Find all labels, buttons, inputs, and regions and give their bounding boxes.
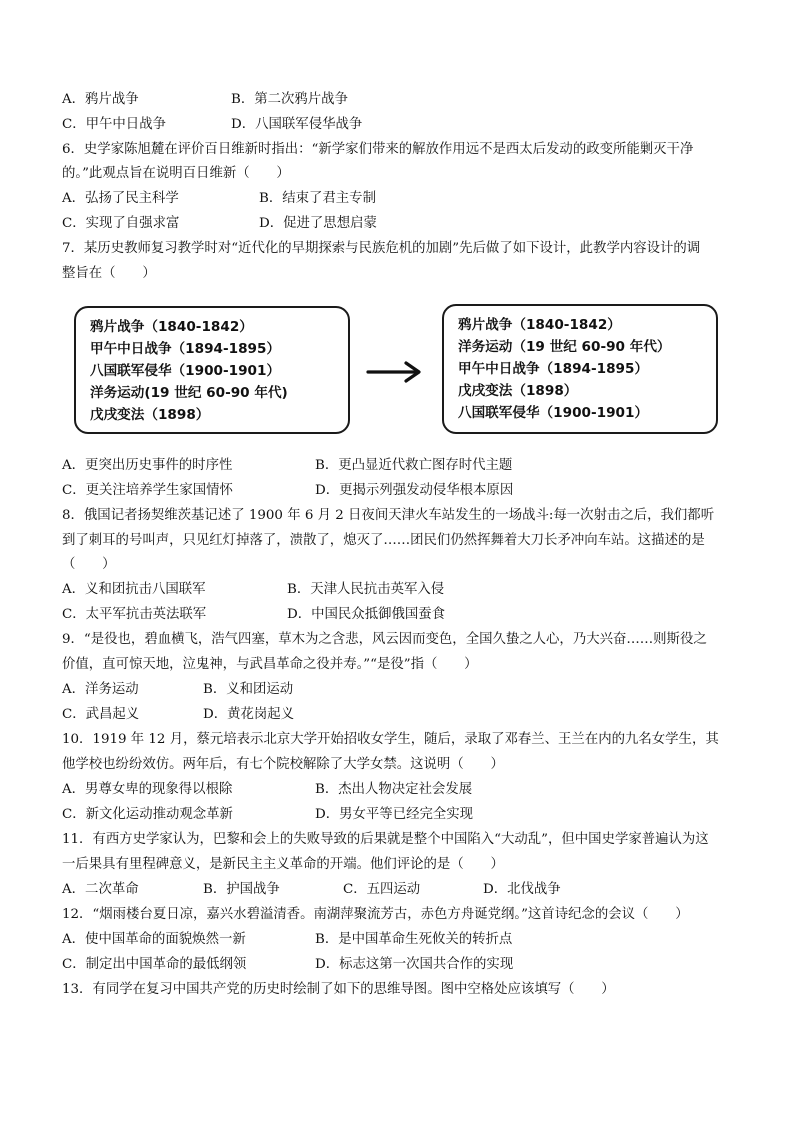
q8-stem-line2: 到了刺耳的号叫声，只见红灯掉落了，溃散了，熄灭了……团民们仍然挥舞着大刀长矛冲向车站。这描述的是 <box>62 533 705 548</box>
q10-option-c: C．新文化运动推动观念革新 <box>62 807 233 822</box>
q9-stem-line1: 9．“是役也，碧血横飞，浩气四塞，草木为之含悲，风云因而变色，全国久蛰之人心，乃大兴奋……则斯役之 <box>62 632 707 647</box>
q7-right-item: 洋务运动（19 世纪 60-90 年代） <box>458 339 671 355</box>
q10-option-d: D．男女平等已经完全实现 <box>315 807 474 822</box>
q12-stem-line1: 12．“烟雨楼台夏日凉，嘉兴水碧溢清香。南湖萍聚流芳古，赤色方舟诞党纲。”这首诗纪念的会议（ ） <box>62 907 689 922</box>
q11-stem-line1: 11．有西方史学家认为，巴黎和会上的失败导致的后果就是整个中国陷入“大动乱”，但中国史学家普遍认为这 <box>62 832 709 847</box>
q11-option-d: D．北伐战争 <box>483 882 561 897</box>
q6-option-c: C．实现了自强求富 <box>62 216 180 231</box>
q7-left-item: 甲午中日战争（1894-1895） <box>90 341 281 357</box>
q6-stem-line2: 的。”此观点旨在说明百日维新（ ） <box>62 166 290 181</box>
q12-option-d: D．标志这第一次国共合作的实现 <box>315 957 514 972</box>
q7-left-box <box>74 306 350 434</box>
q13-stem-line1: 13．有同学在复习中国共产党的历史时绘制了如下的思维导图。图中空格处应该填写（ ） <box>62 982 615 997</box>
q12-option-c: C．制定出中国革命的最低纲领 <box>62 957 247 972</box>
q10-option-a: A．男尊女卑的现象得以根除 <box>62 782 233 797</box>
q9-option-a: A．洋务运动 <box>62 682 139 697</box>
q6-stem-line1: 6．史学家陈旭麓在评价百日维新时指出：“新学家们带来的解放作用远不是西太后发动的政变所能剿灭干净 <box>62 142 694 157</box>
q9-option-b: B．义和团运动 <box>203 682 294 697</box>
q8-option-d: D．中国民众抵御俄国蚕食 <box>287 607 446 622</box>
q8-option-a: A．义和团抗击八国联军 <box>62 582 206 597</box>
q9-stem-line2: 价值，直可惊天地，泣鬼神，与武昌革命之役并寿。”“是役”指（ ） <box>62 657 478 672</box>
q7-left-item: 八国联军侵华（1900-1901） <box>90 363 281 379</box>
q7-option-d: D．更揭示列强发动侵华根本原因 <box>315 483 514 498</box>
q7-left-item: 戊戌变法（1898） <box>90 407 210 423</box>
q7-option-b: B．更凸显近代救亡图存时代主题 <box>315 458 513 473</box>
q12-option-a: A．使中国革命的面貌焕然一新 <box>62 932 246 947</box>
q7-option-c: C．更关注培养学生家国情怀 <box>62 483 233 498</box>
q7-option-a: A．更突出历史事件的时序性 <box>62 458 233 473</box>
q7-right-item: 甲午中日战争（1894-1895） <box>458 361 649 377</box>
q7-right-item: 八国联军侵华（1900-1901） <box>458 405 649 421</box>
q9-option-c: C．武昌起义 <box>62 707 140 722</box>
q11-stem-line2: 一后果具有里程碑意义，是新民主主义革命的开端。他们评论的是（ ） <box>62 857 504 872</box>
q8-option-b: B．天津人民抗击英军入侵 <box>287 582 445 597</box>
q6-option-a: A．弘扬了民主科学 <box>62 191 179 206</box>
q7-right-item: 鸦片战争（1840-1842） <box>458 317 621 333</box>
q7-right-item: 戊戌变法（1898） <box>458 383 578 399</box>
q6-option-b: B．结束了君主专制 <box>259 191 376 206</box>
q7-diagram <box>70 300 724 452</box>
q10-option-b: B．杰出人物决定社会发展 <box>315 782 473 797</box>
q5-option-d: D．八国联军侵华战争 <box>231 117 363 132</box>
q11-option-c: C．五四运动 <box>343 882 421 897</box>
q8-stem-line1: 8．俄国记者扬契维茨基记述了 1900 年 6 月 2 日夜间天津火车站发生的一场战斗:每一次射击之后，我们都听 <box>62 508 715 523</box>
q6-option-d: D．促进了思想启蒙 <box>259 216 377 231</box>
q7-stem-line1: 7．某历史教师复习教学时对“近代化的早期探索与民族危机的加剧”先后做了如下设计，此教学内容设计的调 <box>62 241 701 256</box>
q8-stem-line3: （ ） <box>62 557 116 572</box>
q9-option-d: D．黄花岗起义 <box>203 707 295 722</box>
q12-option-b: B．是中国革命生死攸关的转折点 <box>315 932 513 947</box>
q5-option-a: A．鸦片战争 <box>62 92 139 107</box>
right-arrow-icon <box>366 360 426 384</box>
q7-stem-line2: 整旨在（ ） <box>62 266 156 281</box>
q5-option-b: B．第二次鸦片战争 <box>231 92 348 107</box>
q10-stem-line2: 他学校也纷纷效仿。两年后，有七个院校解除了大学女禁。这说明（ ） <box>62 757 504 772</box>
q7-right-box <box>442 304 718 434</box>
q10-stem-line1: 10．1919 年 12 月，蔡元培表示北京大学开始招收女学生，随后，录取了邓春兰、王兰在内的九名女学生，其 <box>62 732 719 747</box>
q11-option-a: A．二次革命 <box>62 882 139 897</box>
q7-left-item: 鸦片战争（1840-1842） <box>90 319 253 335</box>
q11-option-b: B．护国战争 <box>203 882 280 897</box>
q8-option-c: C．太平军抗击英法联军 <box>62 607 207 622</box>
q5-option-c: C．甲午中日战争 <box>62 117 166 132</box>
q7-left-item: 洋务运动(19 世纪 60-90 年代) <box>90 385 288 401</box>
